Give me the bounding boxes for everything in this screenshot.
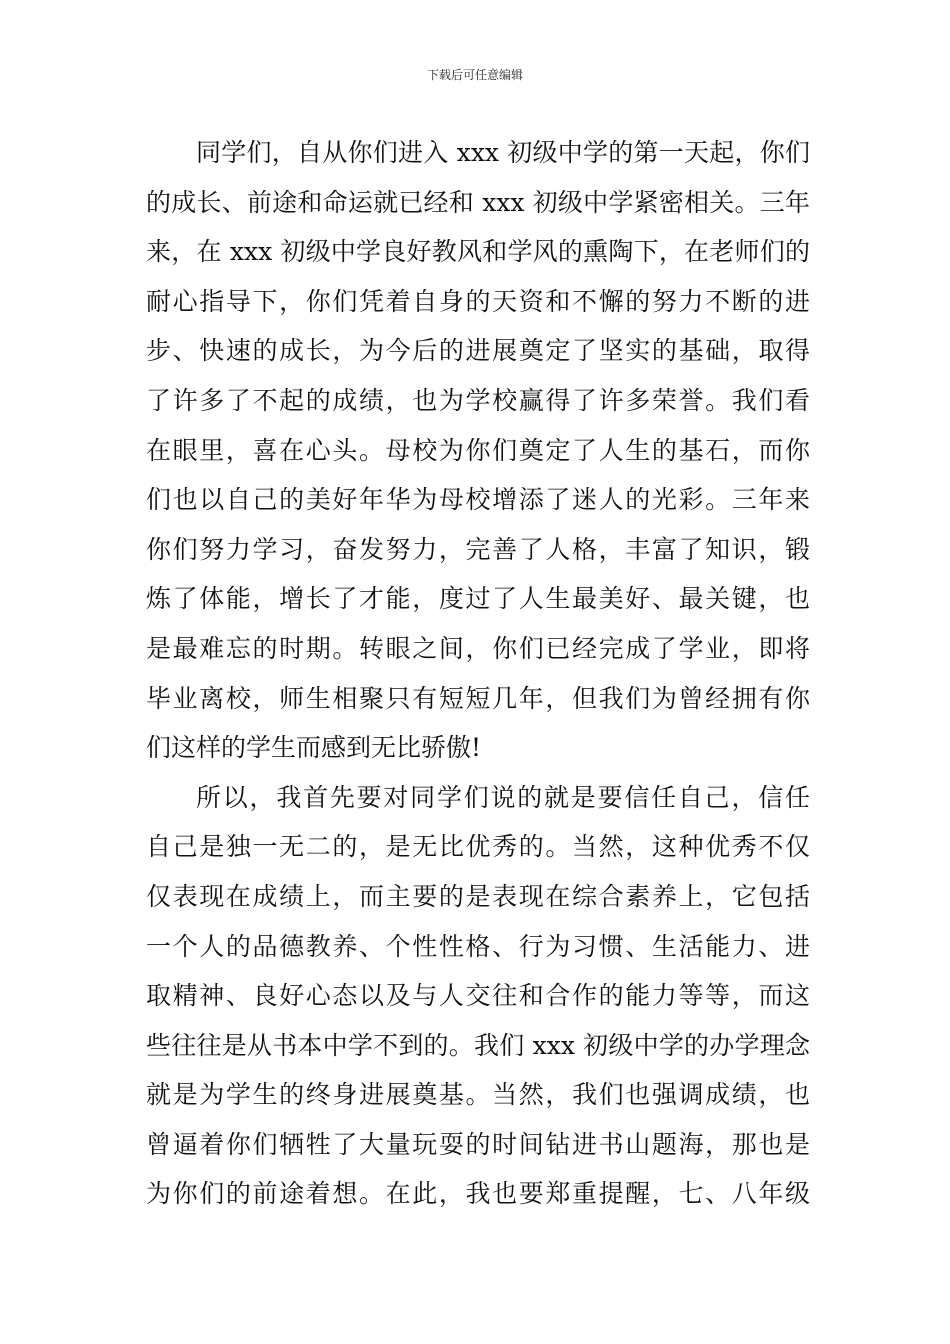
text-line: 毕业离校，师生相聚只有短短几年，但我们为曾经拥有你 [146, 683, 810, 713]
text-line: 们也以自己的美好年华为母校增添了迷人的光彩。三年来 [146, 485, 810, 515]
text-line: 为你们的前途着想。在此，我也要郑重提醒，七、八年级 [146, 1179, 810, 1209]
text-line: 是最难忘的时期。转眼之间，你们已经完成了学业，即将 [146, 633, 810, 663]
text-line: 的成长、前途和命运就已经和 xxx 初级中学紧密相关。三年 [146, 187, 810, 217]
text-line: 所以，我首先要对同学们说的就是要信任自己，信任 [196, 782, 810, 812]
paragraph-2 [146, 773, 810, 1219]
text-line: 了许多了不起的成绩，也为学校赢得了许多荣誉。我们看 [146, 385, 810, 415]
text-line: 炼了体能，增长了才能，度过了人生最美好、最关键，也 [146, 584, 810, 614]
text-line: 曾逼着你们牺牲了大量玩耍的时间钻进书山题海，那也是 [146, 1129, 810, 1159]
text-line: 来，在 xxx 初级中学良好教风和学风的熏陶下，在老师们的 [146, 237, 810, 267]
paragraph-1 [146, 128, 810, 773]
text-line: 一个人的品德教养、个性性格、行为习惯、生活能力、进 [146, 931, 810, 961]
body-text [146, 128, 810, 1219]
text-line: 们这样的学生而感到无比骄傲! [146, 733, 482, 763]
text-line: 耐心指导下，你们凭着自身的天资和不懈的努力不断的进 [146, 286, 810, 316]
text-line: 仅表现在成绩上，而主要的是表现在综合素养上，它包括 [146, 881, 810, 911]
text-line: 自己是独一无二的，是无比优秀的。当然，这种优秀不仅 [146, 832, 810, 862]
text-line: 就是为学生的终身进展奠基。当然，我们也强调成绩，也 [146, 1080, 810, 1110]
text-line: 同学们，自从你们进入 xxx 初级中学的第一天起，你们 [196, 138, 810, 167]
page-header: 下载后可任意编辑 [426, 68, 523, 82]
text-line: 步、快速的成长，为今后的进展奠定了坚实的基础，取得 [146, 336, 810, 366]
text-line: 些往往是从书本中学不到的。我们 xxx 初级中学的办学理念 [146, 1030, 810, 1060]
text-line: 取精神、良好心态以及与人交往和合作的能力等等，而这 [146, 981, 810, 1011]
text-line: 你们努力学习，奋发努力，完善了人格，丰富了知识，锻 [146, 534, 810, 564]
text-line: 在眼里，喜在心头。母校为你们奠定了人生的基石，而你 [146, 435, 810, 465]
